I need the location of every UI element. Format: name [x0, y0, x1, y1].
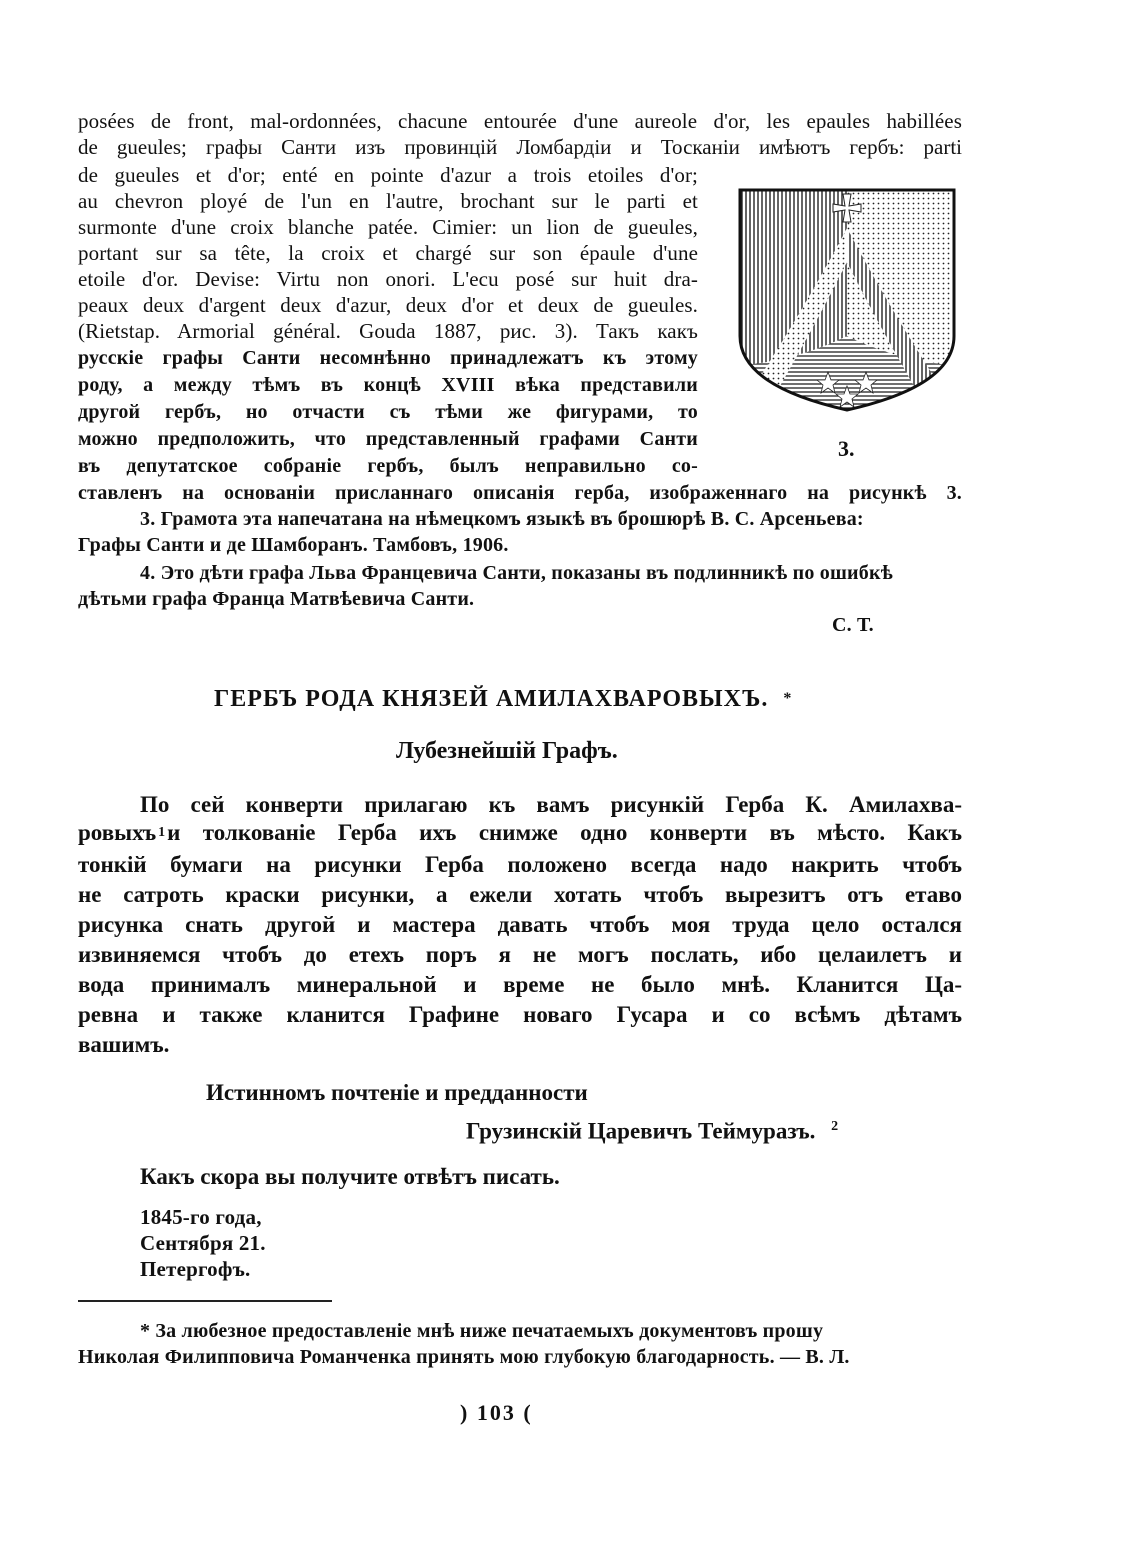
text-line: surmonte d'une croix blanche patée. Cimier: un lion de gueules,	[78, 215, 698, 239]
text-line: peaux deux d'argent deux d'azur, deux d'or et deux de gueules.	[78, 293, 698, 317]
date-line: 1845-го года,	[140, 1205, 262, 1229]
page-number: ) 103 (	[460, 1400, 533, 1425]
letter-line: вашимъ.	[78, 1032, 170, 1057]
letter-line: извиняемся чтобъ до етехъ поръ я не могъ послать, ибо целаилетъ и	[78, 942, 962, 967]
postscript: Какъ скора вы получите отвѣтъ писать.	[140, 1164, 560, 1189]
text-line: роду, а между тѣмъ въ концѣ XVIII вѣка представили	[78, 374, 698, 396]
text-line: (Rietstap. Armorial général. Gouda 1887, рис. 3). Такъ какъ	[78, 319, 698, 343]
note-line: 3. Грамота эта напечатана на нѣмецкомъ языкѣ въ брошюрѣ В. С. Арсеньева:	[140, 508, 864, 530]
coat-of-arms-figure	[736, 186, 958, 414]
text-line: de gueules et d'or; enté en pointe d'azur a trois etoiles d'or;	[78, 163, 698, 187]
letter-line: ревна и также кланится Графине новаго Гусара и со всѣмъ дѣтамъ	[78, 1002, 962, 1027]
text-line: можно предположить, что представленный графами Санти	[78, 428, 698, 450]
text-line: другой гербъ, но отчасти съ тѣми же фигурами, то	[78, 401, 698, 423]
footnote-line: Николая Филипповича Романченка принять мою глубокую благодарность. — В. Л.	[78, 1346, 850, 1368]
heading-text: ГЕРБЪ РОДА КНЯЗЕЙ АМИЛАХВАРОВЫХЪ.	[214, 686, 769, 712]
letter-line: вода принималъ минеральной и време не было мнѣ. Кланится Ца-	[78, 972, 962, 997]
figure-label: 3.	[838, 436, 855, 461]
letter-line: тонкій бумаги на рисунки Герба положено всегда надо накрить чтобъ	[78, 852, 962, 877]
date-line: Петергофъ.	[140, 1257, 251, 1281]
heading-footnote-mark: *	[783, 690, 793, 707]
letter-line: не сатроть краски рисунки, а ежели хотать чтобъ вырезитъ отъ етаво	[78, 882, 962, 907]
letter-word: ровыхъ	[78, 820, 157, 845]
text-line: въ депутатское собраніе гербъ, былъ неправильно со-	[78, 455, 698, 477]
text-line: de gueules; графы Санти изъ провинцій Ломбардіи и Тосканіи имѣютъ гербъ: parti	[78, 135, 962, 159]
signature-initials: С. Т.	[832, 614, 874, 636]
footnote-ref-1: 1	[158, 825, 166, 840]
text-line: portant sur sa tête, la croix et chargé sur son épaule d'une	[78, 241, 698, 265]
salutation: Лубезнейшій Графъ.	[396, 738, 618, 764]
signer-name: Грузинскій Царевичъ Теймуразъ.	[466, 1118, 816, 1144]
section-heading	[214, 686, 792, 712]
footnote-line: * За любезное предоставленіе мнѣ ниже печатаемыхъ документовъ прошу	[140, 1320, 824, 1342]
text-line: posées de front, mal-ordonnées, chacune entourée d'une aureole d'or, les epaules habillées	[78, 109, 962, 133]
shield-icon	[736, 186, 958, 414]
text-line: au chevron ployé de l'un en l'autre, brochant sur le parti et	[78, 189, 698, 213]
footnote-divider	[78, 1300, 332, 1302]
footnote-ref-2: 2	[831, 1119, 839, 1134]
closing-line: Истинномъ почтеніе и предданности	[206, 1080, 588, 1105]
note-line: дѣтьми графа Франца Матвѣевича Санти.	[78, 588, 475, 610]
letter-word: и толкованіе Герба ихъ снимже одно конверти въ мѣсто. Какъ	[167, 820, 962, 845]
letter-line: рисунка снать другой и мастера давать чтобъ моя труда цело остался	[78, 912, 962, 937]
text-line: etoile d'or. Devise: Virtu non onori. L'ecu posé sur huit dra-	[78, 267, 698, 291]
text-line: русскіе графы Санти несомнѣнно принадлежатъ къ этому	[78, 347, 698, 369]
letter-line-with-ref	[78, 820, 962, 846]
letter-line: По сей конверти прилагаю къ вамъ рисункій Герба К. Амилахва-	[140, 792, 962, 817]
note-line: 4. Это дѣти графа Льва Францевича Санти, показаны въ подлинникѣ по ошибкѣ	[140, 562, 893, 584]
note-line: Графы Санти и де Шамборанъ. Тамбовъ, 1906.	[78, 534, 509, 556]
signer-line	[466, 1114, 838, 1145]
date-line: Сентября 21.	[140, 1231, 266, 1255]
text-line: ставленъ на основаніи присланнаго описанія герба, изображеннаго на рисункѣ 3.	[78, 482, 962, 504]
